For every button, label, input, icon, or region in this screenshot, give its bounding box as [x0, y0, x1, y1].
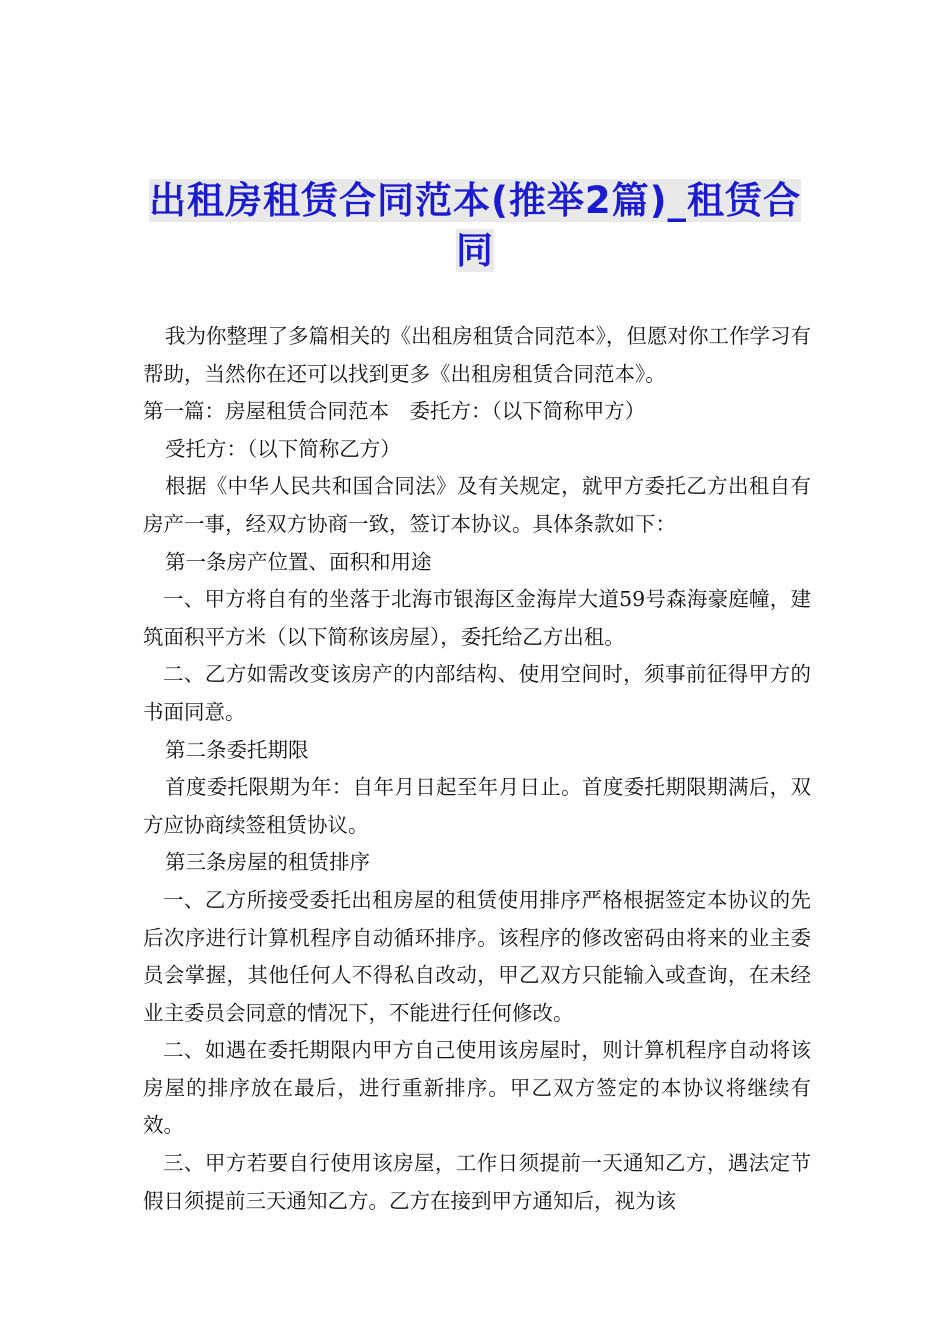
clause-3-item-3: 三、甲方若要自行使用该房屋，工作日须提前一天通知乙方，遇法定节假日须提前三天通知乙方。乙方在接到甲方通知后，视为该	[143, 1151, 811, 1213]
document-title: 出租房租赁合同范本(推举2篇)_租赁合同	[148, 179, 802, 272]
intro-paragraph: 我为你整理了多篇相关的《出租房租赁合同范本》，但愿对你工作学习有帮助，当然你在还可以找到更多《出租房租赁合同范本》。	[143, 324, 811, 386]
title-block	[140, 176, 810, 276]
clause-3-item-1: 一、乙方所接受委托出租房屋的租赁使用排序严格根据签定本协议的先后次序进行计算机程序自动循环排序。该程序的修改密码由将来的业主委员会掌握，其他任何人不得私自改动，甲乙双方只能输入或查询，在未经业主委员会同意的情况下，不能进行任何修改。	[143, 887, 811, 1025]
clause-3-item-2: 二、如遇在委托期限内甲方自己使用该房屋时，则计算机程序自动将该房屋的排序放在最后，进行重新排序。甲乙双方签定的本协议将继续有效。	[143, 1038, 811, 1138]
document-body	[143, 318, 811, 1220]
clause-heading-1: 第一条房产位置、面积和用途	[165, 549, 432, 574]
clause-1-item-1: 一、甲方将自有的坐落于北海市银海区金海岸大道59号森海豪庭幢，建筑面积平方米（以下简称该房屋），委托给乙方出租。	[143, 587, 811, 649]
clause-heading-3: 第三条房屋的租赁排序	[165, 850, 370, 875]
section-heading-first-article: 第一篇：房屋租赁合同范本 委托方：（以下简称甲方）	[143, 399, 646, 424]
clause-2-text: 首度委托限期为年：自年月日起至年月日止。首度委托期限期满后，双方应协商续签租赁协议。	[143, 775, 811, 837]
preamble-paragraph: 根据《中华人民共和国合同法》及有关规定，就甲方委托乙方出租自有房产一事，经双方协商一致，签订本协议。具体条款如下：	[143, 474, 811, 536]
clause-heading-2: 第二条委托期限	[165, 737, 309, 762]
trustee-line: 受托方：（以下简称乙方）	[165, 436, 401, 461]
clause-1-item-2: 二、乙方如需改变该房产的内部结构、使用空间时，须事前征得甲方的书面同意。	[143, 662, 811, 724]
